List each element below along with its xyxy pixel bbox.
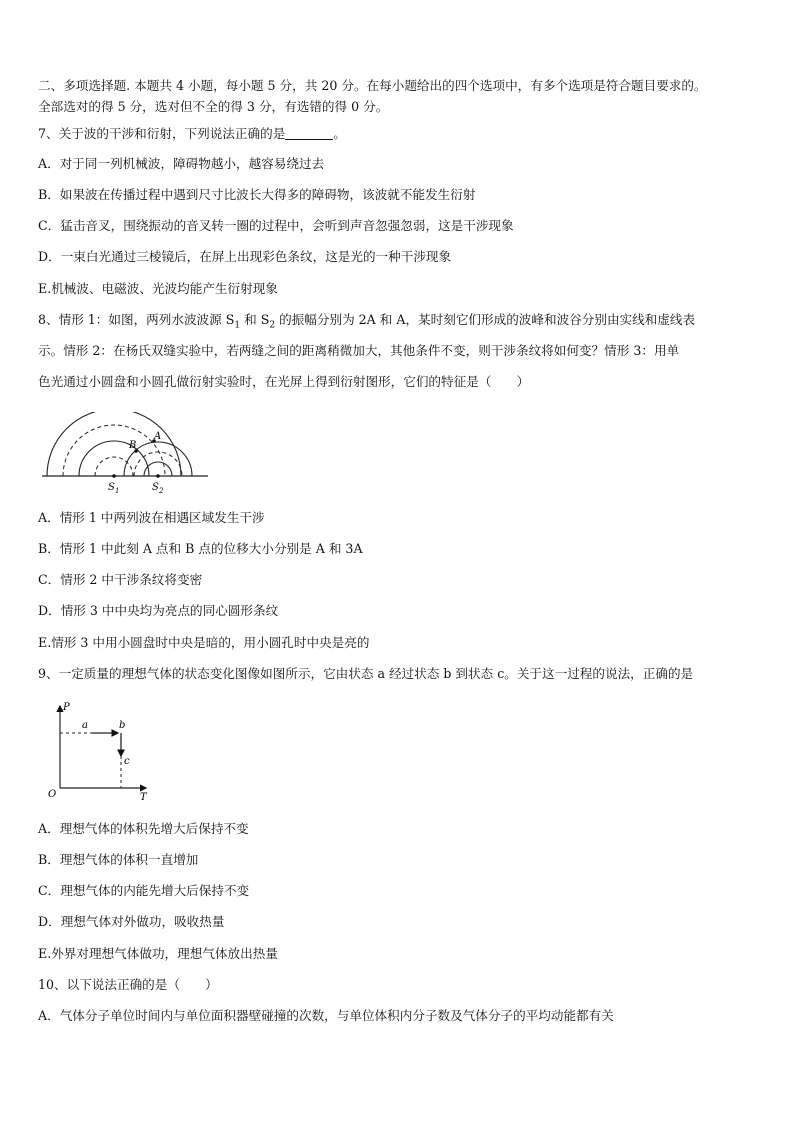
- q9-stem: 9、一定质量的理想气体的状态变化图像如图所示，它由状态 a 经过状态 b 到状态 c。关于这一过程的说法，正确的是: [38, 666, 694, 681]
- q8-stem-line3: 色光通过小圆盘和小圆孔做衍射实验时，在光屏上得到衍射图形，它们的特征是（ ）: [38, 374, 530, 389]
- label-a: A: [154, 431, 162, 442]
- pt-diagram-figure: [46, 700, 158, 806]
- s2-trough: [134, 452, 182, 476]
- label-b: B: [129, 440, 137, 451]
- q7-stem-text: 7、关于波的干涉和衍射，下列说法正确的是: [38, 126, 286, 141]
- state-c-label: c: [124, 756, 130, 767]
- q7-option-b: B．如果波在传播过程中遇到尺寸比波长大得多的障碍物，该波就不能发生衍射: [38, 187, 476, 202]
- q7-option-d: D．一束白光通过三棱镜后，在屏上出现彩色条纹，这是光的一种干涉现象: [38, 249, 452, 264]
- state-a-label: a: [82, 720, 88, 731]
- origin-label: O: [48, 789, 57, 800]
- q8-stem-part2: 和 S: [240, 312, 270, 327]
- q8-s2-subscript: 2: [269, 320, 276, 331]
- label-s1-sub: 1: [115, 487, 120, 495]
- s1-crest-outer: [47, 412, 181, 476]
- q7-option-a: A．对于同一列机械波，障碍物越小，越容易绕过去: [38, 156, 325, 171]
- state-b-label: b: [119, 720, 126, 731]
- q8-stem-part3: 的振幅分别为 2A 和 A，某时刻它们形成的波峰和波谷分别由实线和虚线表: [275, 312, 696, 327]
- s1-trough-inner: [95, 457, 133, 476]
- p-axis-label: P: [63, 702, 70, 713]
- q9-option-d: D．理想气体对外做功，吸收热量: [38, 914, 225, 929]
- s1-trough-outer: [63, 425, 165, 476]
- label-s2-sub: 2: [159, 487, 164, 495]
- q8-stem-part1: 8、情形 1：如图，两列水波波源 S: [38, 312, 235, 327]
- s1-point: [112, 474, 116, 478]
- label-s2: S: [152, 482, 159, 493]
- q8-option-d: D．情形 3 中中央均为亮点的同心圆形条纹: [38, 603, 279, 618]
- q8-option-c: C．情形 2 中干涉条纹将变密: [38, 572, 203, 587]
- q9-option-c: C．理想气体的内能先增大后保持不变: [38, 883, 250, 898]
- q7-option-c: C．猛击音叉，围绕振动的音叉转一圈的过程中，会听到声音忽强忽弱，这是干涉现象: [38, 218, 514, 233]
- t-axis-label: T: [140, 792, 147, 803]
- q9-option-e: E.外界对理想气体做功，理想气体放出热量: [38, 946, 278, 961]
- q8-option-a: A．情形 1 中两列波在相遇区域发生干涉: [38, 510, 265, 525]
- q8-stem-line1: [38, 310, 764, 336]
- q10-option-a: A．气体分子单位时间内与单位面积器壁碰撞的次数，与单位体积内分子数及气体分子的平均动能都有关: [38, 1008, 614, 1023]
- q8-option-b: B．情形 1 中此刻 A 点和 B 点的位移大小分别是 A 和 3A: [38, 541, 363, 556]
- label-s1: S: [108, 482, 115, 493]
- q8-s1-subscript: 1: [234, 320, 241, 331]
- q7-stem: [38, 124, 764, 144]
- s2-point: [156, 474, 160, 478]
- s1-crest-inner: [79, 441, 149, 476]
- q8-stem-line2: 示。情形 2：在杨氏双缝实验中，若两缝之间的距离稍微加大，其他条件不变，则干涉条纹将如何变？情形 3：用单: [38, 343, 680, 358]
- q9-option-a: A．理想气体的体积先增大后保持不变: [38, 821, 249, 836]
- answer-blank: [285, 125, 333, 140]
- wave-interference-figure: [40, 412, 210, 498]
- q7-option-e: E.机械波、电磁波、光波均能产生衍射现象: [38, 281, 278, 296]
- q7-stem-end: 。: [333, 126, 346, 141]
- q9-option-b: B．理想气体的体积一直增加: [38, 852, 199, 867]
- section-heading-line1: 二、多项选择题. 本题共 4 小题，每小题 5 分，共 20 分。在每小题给出的四个选项中，有多个选项是符合题目要求的。: [38, 78, 707, 93]
- q8-option-e: E.情形 3 中用小圆盘时中央是暗的，用小圆孔时中央是亮的: [38, 635, 370, 650]
- section-heading-line2: 全部选对的得 5 分，选对但不全的得 3 分，有选错的得 0 分。: [38, 99, 389, 114]
- q10-stem: 10、以下说法正确的是（ ）: [38, 977, 218, 992]
